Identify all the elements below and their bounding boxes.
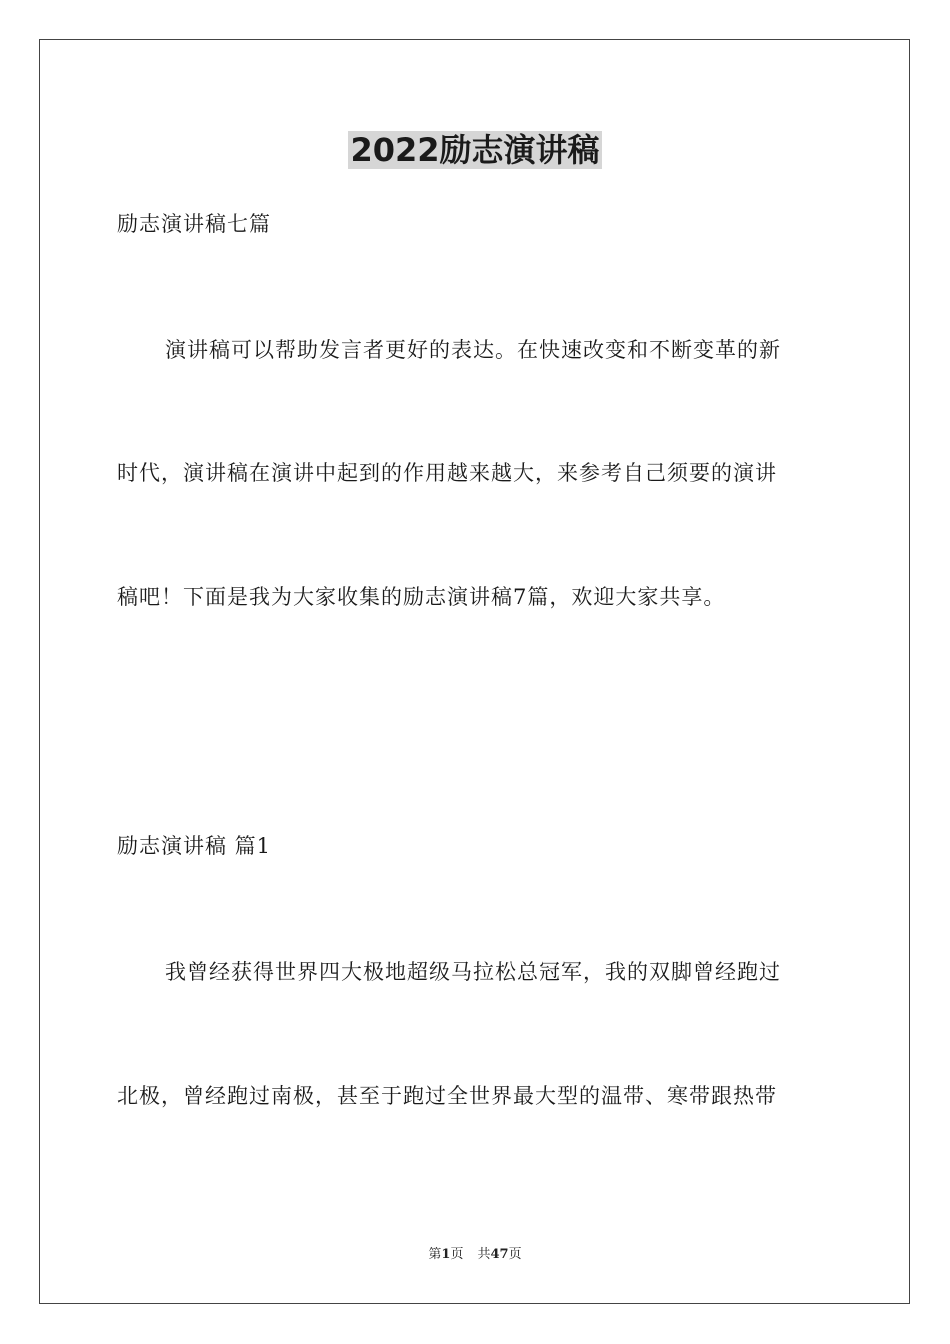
page-footer bbox=[0, 1246, 950, 1264]
footer-total-suffix: 页 bbox=[508, 1247, 522, 1262]
footer-total-prefix: 共 bbox=[477, 1247, 491, 1262]
intro-line-2: 时代，演讲稿在演讲中起到的作用越来越大，来参考自己须要的演讲 bbox=[117, 461, 777, 485]
section-heading: 励志演讲稿 篇1 bbox=[117, 834, 272, 858]
footer-page-suffix: 页 bbox=[450, 1247, 464, 1262]
footer-page-prefix: 第 bbox=[428, 1247, 442, 1262]
document-title bbox=[0, 128, 950, 172]
intro-line-1: 演讲稿可以帮助发言者更好的表达。在快速改变和不断变革的新 bbox=[165, 338, 781, 362]
footer-total-pages: 47 bbox=[490, 1247, 509, 1262]
document-subtitle: 励志演讲稿七篇 bbox=[117, 212, 271, 236]
section-line-2: 北极，曾经跑过南极，甚至于跑过全世界最大型的温带、寒带跟热带 bbox=[117, 1084, 777, 1108]
section-line-1: 我曾经获得世界四大极地超级马拉松总冠军，我的双脚曾经跑过 bbox=[165, 960, 781, 984]
document-title-text: 2022励志演讲稿 bbox=[350, 131, 600, 169]
intro-line-3: 稿吧！下面是我为大家收集的励志演讲稿7篇，欢迎大家共享。 bbox=[117, 585, 726, 609]
footer-page-number: 1 bbox=[441, 1247, 451, 1262]
